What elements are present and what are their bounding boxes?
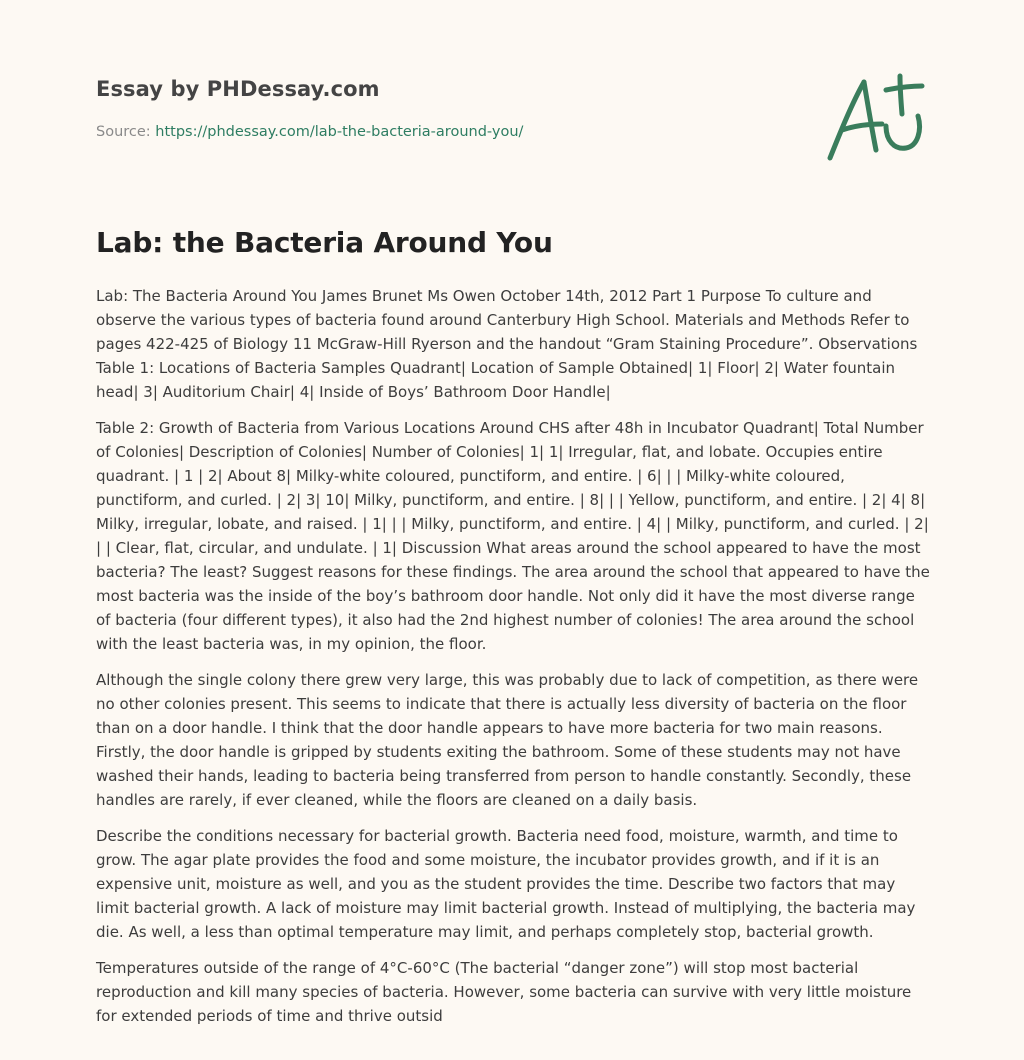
site-brand: Essay by PHDessay.com [96, 77, 380, 101]
paragraph: Temperatures outside of the range of 4°C-60°C (The bacterial “danger zone”) will stop most bacterial reproduction and kill many species of bacteria. However, some bacteria can survive with very little moisture for extended periods of time and thrive outsid [96, 959, 912, 1025]
paragraph: Lab: The Bacteria Around You James Brunet Ms Owen October 14th, 2012 Part 1 Purpose To culture and observe the various types of bacteria found around Canterbury High School. Materials and Methods Refer to pages 422-425 of Biology 11 McGraw-Hill Ryerson and the handout “Gram Staining Procedure”. Observations Table 1: Locations of Bacteria Samples Quadrant| Location of Sample Obtained| 1| Floor| 2| Water fountain head| 3| Auditorium Chair| 4| Inside of Boys’ Bathroom Door Handle| [96, 287, 918, 401]
source-label: Source: [96, 124, 151, 140]
page-title: Lab: the Bacteria Around You [96, 226, 553, 259]
a-plus-logo-icon [822, 68, 932, 168]
essay-body [96, 284, 932, 1040]
paragraph: Table 2: Growth of Bacteria from Various Locations Around CHS after 48h in Incubator Quadrant| Total Number of Colonies| Description of Colonies| Number of Colonies| 1| 1| Irregular, flat, and lobate. Occupies entire quadrant. | 1 | 2| About 8| Milky-white coloured, punctiform, and entire. | 6| | | Milky-white coloured, punctiform, and curled. | 2| 3| 10| Milky, punctiform, and entire. | 8| | | Yellow, punctiform, and entire. | 2| 4| 8| Milky, irregular, lobate, and raised. | 1| | | Milky, punctiform, and entire. | 4| | Milky, punctiform, and curled. | 2| | | Clear, flat, circular, and undulate. | 1| Discussion What areas around the school appeared to have the most bacteria? The least? Suggest reasons for these findings. The area around the school that appeared to have the most bacteria was the inside of the boy’s bathroom door handle. Not only did it have the most diverse range of bacteria (four different types), it also had the 2nd highest number of colonies! The area around the school with the least bacteria was, in my opinion, the floor. [96, 419, 930, 653]
source-link[interactable]: https://phdessay.com/lab-the-bacteria-around-you/ [155, 124, 524, 140]
paragraph: Although the single colony there grew very large, this was probably due to lack of competition, as there were no other colonies present. This seems to indicate that there is actually less diversity of bacteria on the floor than on a door handle. I think that the door handle appears to have more bacteria for two main reasons. Firstly, the door handle is gripped by students exiting the bathroom. Some of these students may not have washed their hands, leading to bacteria being transferred from person to handle constantly. Secondly, these handles are rarely, if ever cleaned, while the floors are cleaned on a daily basis. [96, 671, 919, 809]
source-line [96, 124, 523, 140]
paragraph: Describe the conditions necessary for bacterial growth. Bacteria need food, moisture, warmth, and time to grow. The agar plate provides the food and some moisture, the incubator provides growth, and if it is an expensive unit, moisture as well, and you as the student provides the time. Describe two factors that may limit bacterial growth. A lack of moisture may limit bacterial growth. Instead of multiplying, the bacteria may die. As well, a less than optimal temperature may limit, and perhaps completely stop, bacterial growth. [96, 827, 916, 941]
